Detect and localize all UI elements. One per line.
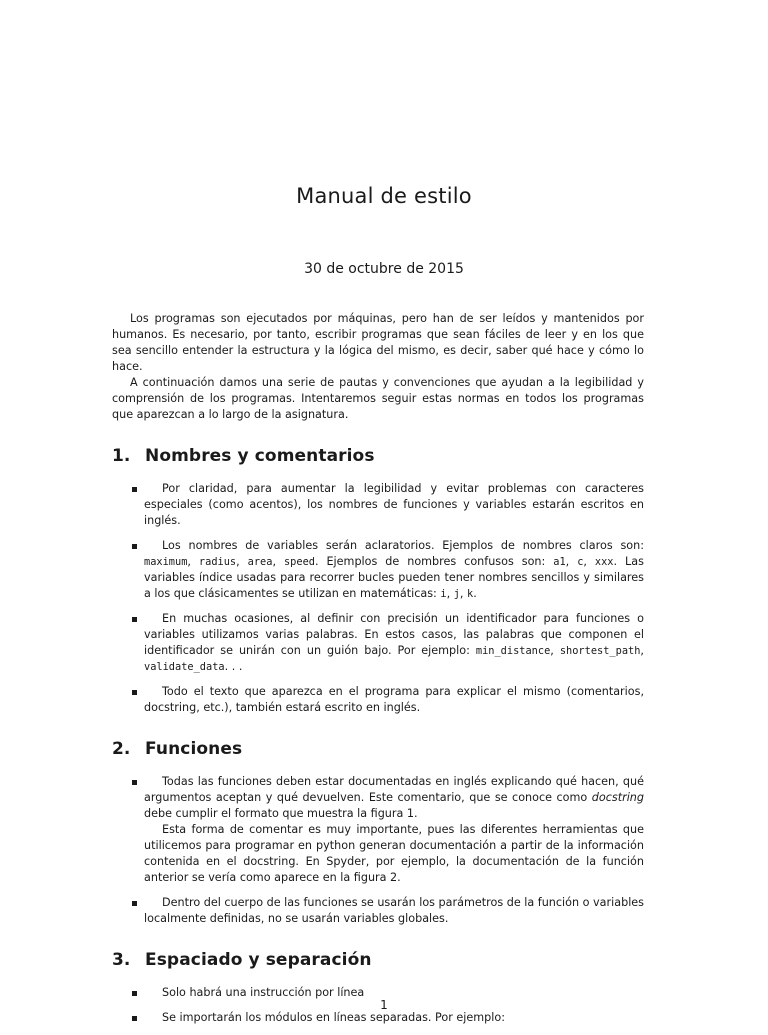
section-number: 1. [112, 446, 131, 466]
list-item-text: Se importarán los módulos en líneas separadas. Por ejemplo: [162, 1011, 505, 1024]
bullet-icon [132, 991, 137, 996]
section-heading [112, 949, 644, 971]
list-item-text: . [473, 587, 477, 600]
code-identifier: min_distance [475, 645, 551, 657]
list-item [112, 538, 644, 602]
list-item-text: , [550, 644, 560, 657]
code-identifier: c [577, 556, 584, 568]
section-number: 2. [112, 739, 131, 759]
bullet-icon [132, 1016, 137, 1021]
list-item-text: , [459, 587, 468, 600]
list-item-text: debe cumplir el formato que muestra la figura 1. [144, 807, 418, 820]
intro-paragraph: Los programas son ejecutados por máquinas, pero han de ser leídos y mantenidos por humanos. Es necesario, por tanto, escribir programas que sean fáciles de leer y en los que sea sencillo entender la estructura y la lógica del mismo, es decir, saber qué hace y cómo lo hace. [112, 312, 644, 373]
code-identifier: maximum [144, 556, 188, 568]
list-item-text: Dentro del cuerpo de las funciones se usarán los parámetros de la función o variables localmente definidas, no se usarán variables globales. [144, 896, 645, 925]
list-item-text: . Ejemplos de nombres confusos son: [314, 555, 554, 568]
list-item-text: En muchas ocasiones, al definir con precisión un identificador para funciones o variables utilizamos varias palabras. En estos casos, las palabras que componen el identificador se unirán con un guión bajo. Por ejemplo: [144, 612, 644, 657]
list-item-text: , [187, 555, 199, 568]
bullet-icon [132, 901, 137, 906]
list-item-text: . Las variables índice usadas para recorrer bucles pueden tener nombres sencillos y similares a los que clásicamentes se utilizan en matemáticas: [144, 555, 644, 600]
list-item-text: Todo el texto que aparezca en el programa para explicar el mismo (comentarios, docstring, etc.), también estará escrito en inglés. [144, 685, 644, 714]
list-item-text: Todas las funciones deben estar documentadas en inglés explicando qué hacen, qué argumentos aceptan y qué devuelven. Este comentario, que se conoce como [144, 775, 644, 804]
document-title: Manual de estilo [296, 184, 472, 208]
list-item-text: , [565, 555, 578, 568]
bullet-list [112, 774, 644, 927]
page-number: 1 [380, 998, 388, 1012]
document-body [112, 311, 644, 1035]
section-title: Funciones [145, 739, 243, 759]
code-identifier: shortest_path [559, 645, 641, 657]
list-item-paragraph: Esta forma de comentar es muy importante, pues las diferentes herramientas que utilicemos para programar en python generan documentación a partir de la información contenida en el docstring. En Spyder, por ejemplo, la documentación de la función anterior se vería como aparece en la figura 2. [144, 823, 644, 884]
list-item-text: Los nombres de variables serán aclaratorios. Ejemplos de nombres claros son: [162, 539, 644, 552]
document-date: 30 de octubre de 2015 [304, 261, 464, 277]
section-heading [112, 738, 644, 760]
section-title: Nombres y comentarios [145, 446, 375, 466]
emphasized-term: docstring [591, 791, 644, 804]
code-identifier: speed [283, 556, 315, 568]
code-identifier: k [467, 588, 474, 600]
list-item-text: Por claridad, para aumentar la legibilidad y evitar problemas con caracteres especiales (como acentos), los nombres de funciones y variables estarán escritos en inglés. [144, 482, 644, 527]
list-item-text: , [640, 644, 644, 657]
section-title: Espaciado y separación [145, 950, 372, 970]
list-item [112, 481, 644, 529]
list-item-text: , [446, 587, 454, 600]
code-identifier: validate_data [144, 661, 225, 673]
section-number: 3. [112, 950, 131, 970]
bullet-icon [132, 544, 137, 549]
code-identifier: radius [198, 556, 237, 568]
bullet-icon [132, 487, 137, 492]
list-item [112, 774, 644, 886]
list-item-text: Solo habrá una instrucción por línea [162, 986, 365, 999]
intro-paragraph: A continuación damos una serie de pautas y convenciones que ayudan a la legibilidad y comprensión de los programas. Intentaremos seguir estas normas en todos los programas que aparezcan a lo largo de la asignatura. [112, 376, 644, 421]
code-identifier: j [453, 588, 460, 600]
bullet-icon [132, 690, 137, 695]
list-item-text: , [272, 555, 284, 568]
list-item-text: . . . [224, 660, 243, 673]
bullet-list [112, 481, 644, 716]
code-identifier: a1 [553, 556, 566, 568]
code-identifier: xxx [594, 556, 614, 568]
list-item-text: , [236, 555, 248, 568]
list-item [112, 895, 644, 927]
list-item-text: , [583, 555, 595, 568]
section-heading [112, 445, 644, 467]
bullet-icon [132, 617, 137, 622]
code-identifier: i [440, 588, 447, 600]
bullet-icon [132, 780, 137, 785]
code-identifier: area [247, 556, 273, 568]
list-item [112, 611, 644, 675]
list-item [112, 684, 644, 716]
